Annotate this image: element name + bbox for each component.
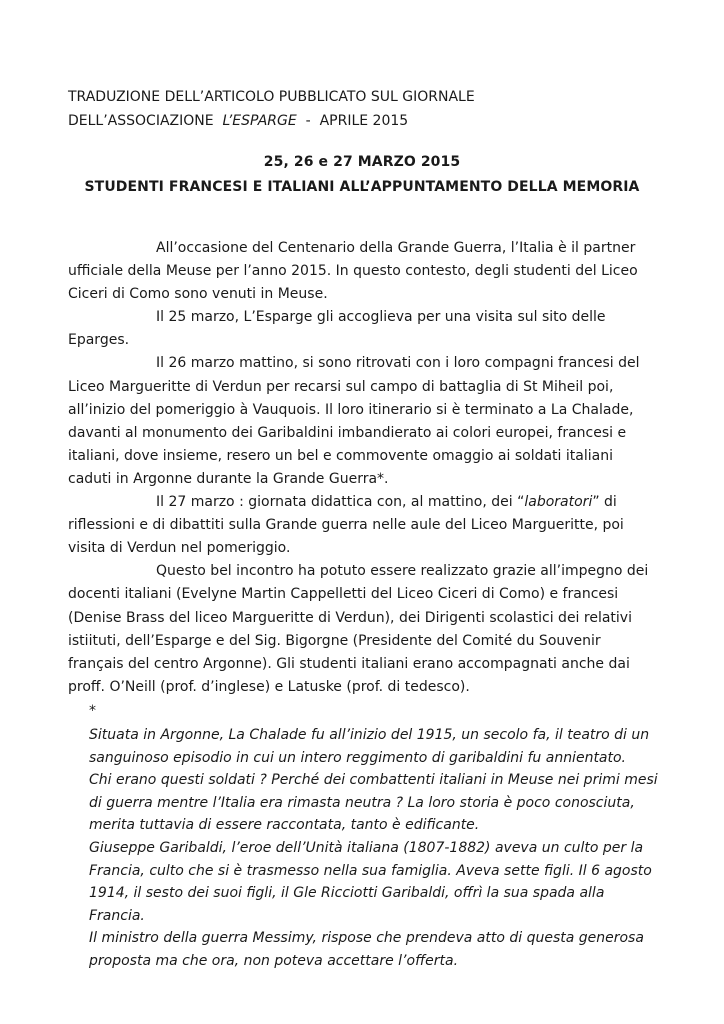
header-line-2: [68, 109, 408, 133]
body-paragraph-2: Il 25 marzo, L’Esparge gli accoglieva per una visita sul sito delle Eparges.: [68, 309, 606, 349]
article-body: [68, 237, 658, 699]
header-line-2-suffix: - APRILE 2015: [296, 113, 409, 129]
footnote-paragraph-2: Chi erano questi soldati ? Perché dei combattenti italiani in Meuse nei primi mesi di guerra mentre l’Italia era rimasta neutra ? La loro storia è poco conosciuta, merita tuttavia di essere raccontata, tanto è edificante.: [89, 772, 658, 834]
body-paragraph-4-start: Il 27 marzo : giornata didattica con, al mattino, dei “: [156, 494, 525, 511]
body-paragraph-3: Il 26 marzo mattino, si sono ritrovati con i loro compagni francesi del Liceo Margueritte di Verdun per recarsi sul campo di battaglia di St Miheil poi, all’inizio del pomeriggio à Vauquois. Il loro itinerario si è terminato a La Chalade, davanti al monumento dei Garibaldini imbandierato ai colori europei, francesi e italiani, dove insieme, resero un bel e commovente omaggio ai soldati italiani caduti in Argonne durante la Grande Guerra*.: [68, 355, 640, 487]
footnote-paragraph-1: Situata in Argonne, La Chalade fu all’inizio del 1915, un secolo fa, il teatro di un sanguinoso episodio in cui un intero reggimento di garibaldini fu annientato.: [89, 727, 650, 766]
body-paragraph-1: All’occasione del Centenario della Grande Guerra, l’Italia è il partner ufficiale della Meuse per l’anno 2015. In questo contesto, degli studenti del Liceo Ciceri di Como sono venuti in Meuse.: [68, 240, 638, 303]
article-headline: STUDENTI FRANCESI E ITALIANI ALL’APPUNTAMENTO DELLA MEMORIA: [84, 179, 640, 195]
body-paragraph-5: Questo bel incontro ha potuto essere realizzato grazie all’impegno dei docenti italiani (Evelyne Martin Cappelletti del Liceo Ciceri di Como) e francesi (Denise Brass del liceo Margueritte di Verdun), dei Dirigenti scolastici dei relativi istiituti, dell’Esparge e del Sig. Bigorgne (Presidente del Comité du Souvenir français del centro Argonne). Gli studenti italiani erano accompagnati anche dai proff. O’Neill (prof. d’inglese) e Latuske (prof. di tedesco).: [68, 563, 649, 695]
body-paragraph-4-end: ” di riflessioni e di dibattiti sulla Grande guerra nelle aule del Liceo Margueritte, poi visita di Verdun nel pomeriggio.: [68, 494, 624, 557]
body-paragraph-4: [68, 491, 658, 560]
footnote-marker: *: [89, 703, 96, 719]
header-line-2-prefix: DELL’ASSOCIAZIONE: [68, 113, 223, 129]
header-publication-name: L’ESPARGE: [222, 113, 297, 129]
article-date-heading: 25, 26 e 27 MARZO 2015: [263, 154, 461, 170]
body-paragraph-4-italic: laboratori: [524, 494, 593, 511]
footnote: [89, 724, 664, 973]
footnote-paragraph-3: Giuseppe Garibaldi, l’eroe dell’Unità italiana (1807-1882) aveva un culto per la Francia, culto che si è trasmesso nella sua famiglia. Aveva sette figli. Il 6 agosto 1914, il sesto dei suoi figli, il Gle Ricciotti Garibaldi, offrì la sua spada alla Francia.: [89, 839, 652, 924]
footnote-paragraph-4: Il ministro della guerra Messimy, rispose che prendeva atto di questa generosa proposta ma che ora, non poteva accettare l’offerta.: [89, 930, 644, 969]
header-line-1: TRADUZIONE DELL’ARTICOLO PUBBLICATO SUL GIORNALE: [68, 89, 475, 105]
